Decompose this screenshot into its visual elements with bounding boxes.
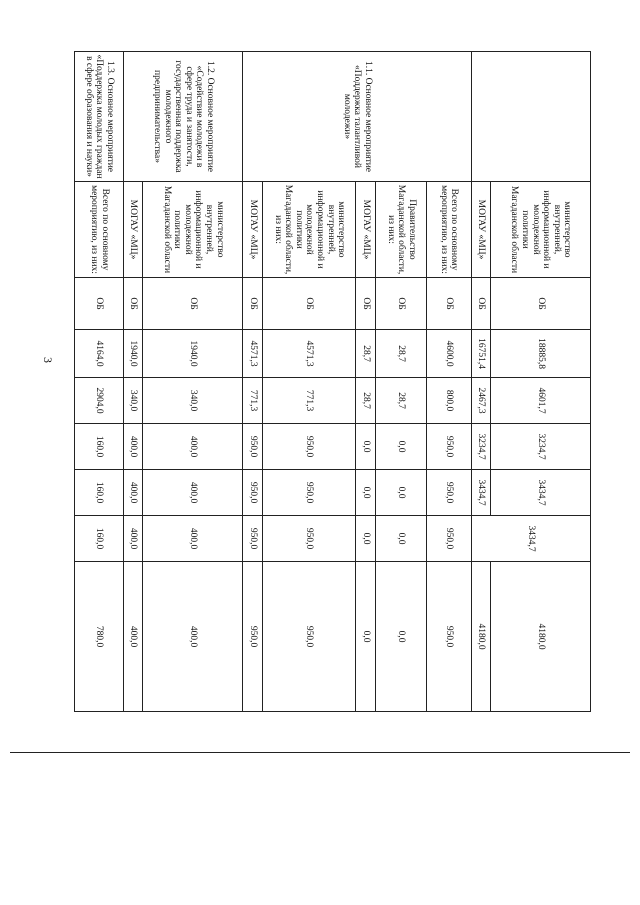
value-cell: 0,0 [375,470,426,516]
fund-cell: ОБ [491,278,591,330]
executor-cell: министерство внутренней, информационной и молодежной политики Магаданской области [491,182,591,278]
value-cell: 1940,0 [124,330,143,378]
fund-cell: ОБ [143,278,243,330]
value-cell: 400,0 [124,424,143,470]
value-cell: 18885,8 [491,330,591,378]
value-cell: 28,7 [375,330,426,378]
value-cell: 28,7 [356,330,375,378]
value-cell: 400,0 [143,516,243,562]
value-cell: 160,0 [75,516,124,562]
value-cell: 950,0 [243,562,262,712]
fund-cell: ОБ [426,278,471,330]
value-cell: 400,0 [143,424,243,470]
executor-cell: Правительство Магаданской области, из них: [375,182,426,278]
fund-cell: ОБ [124,278,143,330]
value-cell: 0,0 [356,470,375,516]
value-cell: 0,0 [375,562,426,712]
executor-cell: МОГАУ «МЦ» [471,182,490,278]
executor-cell: МОГАУ «МЦ» [243,182,262,278]
value-cell: 950,0 [262,470,356,516]
page-number: 3 [41,357,55,363]
value-cell: 3434,7 [471,516,590,562]
value-cell: 2467,3 [471,378,490,424]
value-cell: 950,0 [426,424,471,470]
table-row [491,52,591,712]
value-cell: 400,0 [124,562,143,712]
executor-cell: министерство внутренней, информационной и молодежной политики Магаданской области [143,182,243,278]
value-cell: 950,0 [262,516,356,562]
value-cell: 0,0 [375,516,426,562]
value-cell: 950,0 [426,516,471,562]
value-cell: 2904,0 [75,378,124,424]
table-row [75,52,124,712]
event-cell: 1.1. Основное мероприятие «Поддержка талантливой молодежи» [243,52,471,182]
executor-cell: МОГАУ «МЦ» [124,182,143,278]
value-cell: 400,0 [124,470,143,516]
value-cell: 950,0 [426,562,471,712]
value-cell: 3434,7 [491,470,591,516]
event-cell: 1.3. Основное мероприятие «Поддержка молодых граждан в сфере образования и науки» [75,52,124,182]
fund-cell: ОБ [356,278,375,330]
value-cell: 400,0 [124,516,143,562]
event-cell: 1.2. Основное мероприятие «Содействие молодежи в сфере труда и занятости, государственная поддержка молодежного предпринимательства» [124,52,243,182]
executor-cell: министерство внутренней, информационной и молодежной политики Магаданской области, из них: [262,182,356,278]
value-cell: 0,0 [356,562,375,712]
value-cell: 950,0 [262,424,356,470]
value-cell: 4571,3 [262,330,356,378]
value-cell: 3234,7 [471,424,490,470]
value-cell: 0,0 [356,424,375,470]
fund-cell: ОБ [375,278,426,330]
value-cell: 4571,3 [243,330,262,378]
value-cell: 771,3 [243,378,262,424]
event-cell [471,52,590,182]
value-cell: 800,0 [426,378,471,424]
executor-cell: МОГАУ «МЦ» [356,182,375,278]
value-cell: 4600,0 [426,330,471,378]
horizontal-divider [10,752,630,753]
value-cell: 400,0 [143,562,243,712]
value-cell: 400,0 [143,470,243,516]
value-cell: 4164,0 [75,330,124,378]
value-cell: 950,0 [243,470,262,516]
fund-cell: ОБ [243,278,262,330]
fund-cell: ОБ [75,278,124,330]
rotated-table-container [74,51,591,711]
value-cell: 160,0 [75,424,124,470]
value-cell: 0,0 [356,516,375,562]
value-cell: 340,0 [143,378,243,424]
fund-cell: ОБ [471,278,490,330]
value-cell: 0,0 [375,424,426,470]
value-cell: 28,7 [375,378,426,424]
value-cell: 950,0 [262,562,356,712]
value-cell: 1940,0 [143,330,243,378]
value-cell: 950,0 [243,516,262,562]
value-cell: 3234,7 [491,424,591,470]
fund-cell: ОБ [262,278,356,330]
value-cell: 28,7 [356,378,375,424]
table-row [143,52,243,712]
value-cell: 950,0 [243,424,262,470]
value-cell: 4601,7 [491,378,591,424]
budget-table [74,51,591,712]
value-cell: 340,0 [124,378,143,424]
value-cell: 4180,0 [491,562,591,712]
executor-cell: Всего по основному мероприятию, из них: [75,182,124,278]
value-cell: 771,3 [262,378,356,424]
value-cell: 950,0 [426,470,471,516]
value-cell: 160,0 [75,470,124,516]
table-row [426,52,471,712]
value-cell: 3434,7 [471,470,490,516]
executor-cell: Всего по основному мероприятию, из них: [426,182,471,278]
value-cell: 4180,0 [471,562,490,712]
value-cell: 780,0 [75,562,124,712]
value-cell: 16751,4 [471,330,490,378]
